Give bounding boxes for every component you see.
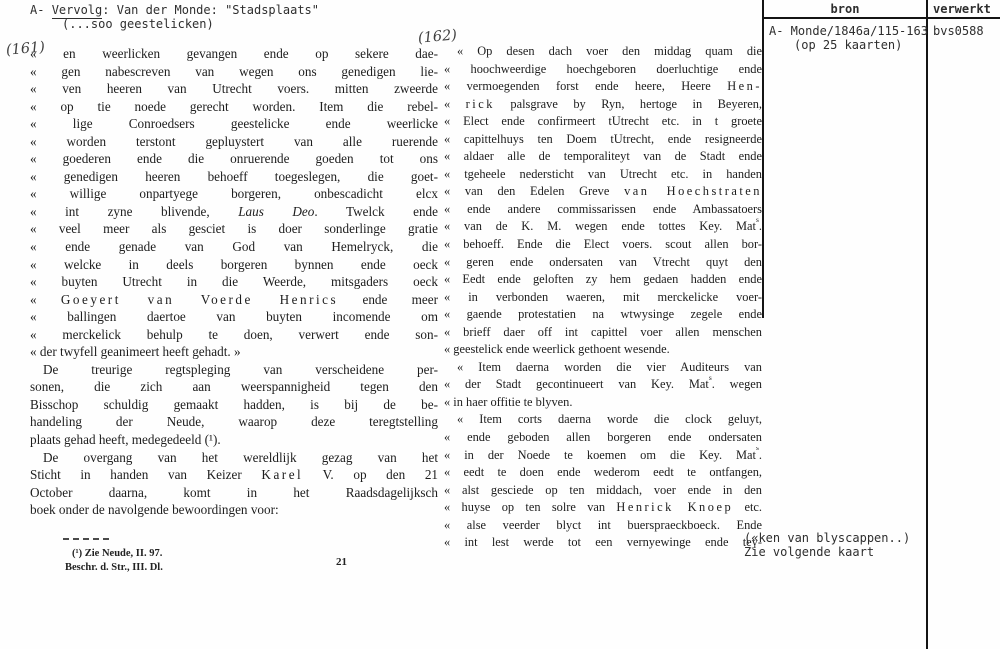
text-line: « int lest werde tot een vernyewinge ende tey-	[444, 535, 762, 550]
text-line: « der twyfell geanimeert heeft gehadt. »	[30, 344, 241, 360]
text-line: « van den Edelen Greve van Hoechstraten	[444, 184, 762, 199]
text-line: « van de K. M. wegen ende tottes Key. Mat$^s$.	[444, 218, 762, 234]
text-line: handeling der Neude, waarop deze teregtstelling	[30, 414, 438, 430]
footnote-separator	[63, 538, 109, 540]
text-line: « vermoegenden forst ende heere, Heere Hen-	[444, 79, 762, 94]
book-page-number: 21	[336, 556, 347, 568]
text-line: « tgeheele nedersticht van Utrecht etc. in handen	[444, 166, 762, 181]
header-underlined-word: Vervolg	[51, 3, 103, 17]
text-line: « alst gesciede op ten middach, voer ende in den	[444, 482, 762, 497]
text-line: October daarna, komt in het Raadsdagelijksch	[30, 484, 438, 500]
text-line: « genedigen heeren behoeff toegeslegen, die goet-	[30, 168, 438, 184]
text-line: « op tie noede gerecht worden. Item die rebel-	[30, 98, 438, 114]
book-left-column	[30, 45, 438, 519]
text-line: « int zyne blivende, Laus Deo. Twelck ende	[30, 203, 438, 219]
handwritten-folio-right: (162)	[417, 27, 458, 47]
table-header-rule	[762, 17, 1000, 19]
footnote-line-1: (¹) Zie Neude, II. 97.	[72, 548, 163, 559]
text-line: « aldaer alle de temporaliteyt van de Stadt ende	[444, 149, 762, 164]
text-line: « geren ende ondersaten van Vtrecht quyt den	[444, 254, 762, 269]
text-line: Sticht in handen van Keizer Karel V. op den 21	[30, 467, 438, 483]
text-line: « Goeyert van Voerde Henrics ende meer	[30, 291, 438, 307]
text-line: « capittelhuys ten Doem tUtrecht, ende resigneerde	[444, 131, 762, 146]
bron-value-line-2: (op 25 kaarten)	[794, 38, 903, 52]
text-line: « worden terstont gepluystert van alle ruerende	[30, 133, 438, 149]
text-line: boek onder de navolgende bewoordingen voor:	[30, 502, 279, 518]
text-line: « goederen ende die onruerende goeden tot ons	[30, 151, 438, 167]
text-line: « ven heeren van Utrecht voers. mitten zweerde	[30, 81, 438, 97]
text-line: « der Stadt gecontinueert van Key. Mat$^s$. wegen	[444, 376, 762, 392]
footnote-line-2: Beschr. d. Str., III. Dl.	[65, 562, 163, 573]
text-line: « Eedt ende geloften zy hem gedaen hadden ende	[444, 272, 762, 287]
bottom-note-line-2: Zie volgende kaart	[744, 545, 875, 559]
typewriter-header-line-2: (...soo geestelicken)	[62, 17, 214, 31]
text-line: « eedt te doen ende wederom eedt te ontfangen,	[444, 465, 762, 480]
header-rest: : Van der Monde: "Stadsplaats"	[102, 3, 320, 17]
text-line: « ende genade van God van Hemelryck, die	[30, 239, 438, 255]
text-line: Bisschop schuldig gemaakt hadden, is bij de be-	[30, 396, 438, 412]
bron-value-line-1: A- Monde/1846a/115-163	[769, 24, 928, 38]
verwerkt-value: bvs0588	[933, 24, 984, 38]
text-line: « rick palsgrave by Ryn, hertoge in Beyeren,	[444, 96, 762, 111]
text-line: « willige onpartyege borgeren, onbescadicht elcx	[30, 186, 438, 202]
book-right-column	[444, 43, 762, 552]
text-line: « lige Conroedsers geestelicke ende weerlicke	[30, 116, 438, 132]
text-line: « gen nabescreven van wegen ons genedigen lie-	[30, 63, 438, 79]
text-line: « in der Noede te koemen om die Key. Mat$^s$.	[444, 446, 762, 462]
text-line: « Item daerna worden die vier Auditeurs van	[457, 359, 762, 374]
text-line: « geestelick ende weerlick gethoent wesende.	[444, 342, 670, 357]
typewriter-header-line-1	[30, 3, 319, 17]
text-line: « ballingen daertoe van buyten incomende om	[30, 309, 438, 325]
column-header-bron: bron	[830, 2, 860, 16]
text-line: « buyten Utrecht in die Weerde, mitsgaders oeck	[30, 274, 438, 290]
text-line: « en weerlicken gevangen ende op sekere dae-	[30, 46, 438, 61]
handwritten-folio-left: (161)	[5, 39, 46, 59]
text-line: « brieff daer off int capittel voer allen menschen	[444, 324, 762, 339]
text-line: « in verbonden waeren, mit merckelicke voer-	[444, 289, 762, 304]
text-line: plaats gehad heeft, medegedeeld (¹).	[30, 432, 221, 448]
text-line: « huyse op ten solre van Henrick Knoep etc.	[444, 500, 762, 515]
text-line: « merckelick behulp te doen, verwert ende son-	[30, 326, 438, 342]
text-line: « in haer offitie te blyven.	[444, 394, 573, 409]
text-line: De overgang van het wereldlijk gezag van het	[43, 449, 438, 465]
text-line: « alse veerder blyct int buerspraeckboeck. Ende	[444, 517, 762, 532]
text-line: « Op desen dach voer den middag quam die	[457, 44, 762, 58]
header-prefix: A-	[30, 3, 52, 17]
text-line: « Elect ende confirmeert tUtrecht etc. in t groete	[444, 114, 762, 129]
text-line: « ende andere commissarissen ende Ambassatoers	[444, 201, 762, 216]
text-line: « ende geboden allen borgeren ende ondersaten	[444, 430, 762, 445]
text-line: « veel meer als gesciet is doer sonderlinge gratie	[30, 221, 438, 237]
text-line: « Item corts daerna worde die clock geluyt,	[457, 412, 762, 427]
text-line: « behoeff. Ende die Elect voers. scout allen bor-	[444, 237, 762, 252]
table-left-border	[762, 0, 764, 318]
column-header-verwerkt: verwerkt	[933, 2, 991, 16]
text-line: « hoochweerdige hoechgeboren doerluchtige ende	[444, 61, 762, 76]
text-line: « gaende protestatien na wtwysinge zegele ende	[444, 307, 762, 322]
text-line: « welcke in deels borgeren bynnen ende oeck	[30, 256, 438, 272]
table-column-divider	[926, 0, 928, 649]
text-line: sonen, die zich aan weerspannigheid tegen den	[30, 379, 438, 395]
bottom-note-line-1: («ken van blyscappen..)	[744, 531, 911, 545]
text-line: De treurige regtspleging van verscheidene per-	[43, 361, 438, 377]
